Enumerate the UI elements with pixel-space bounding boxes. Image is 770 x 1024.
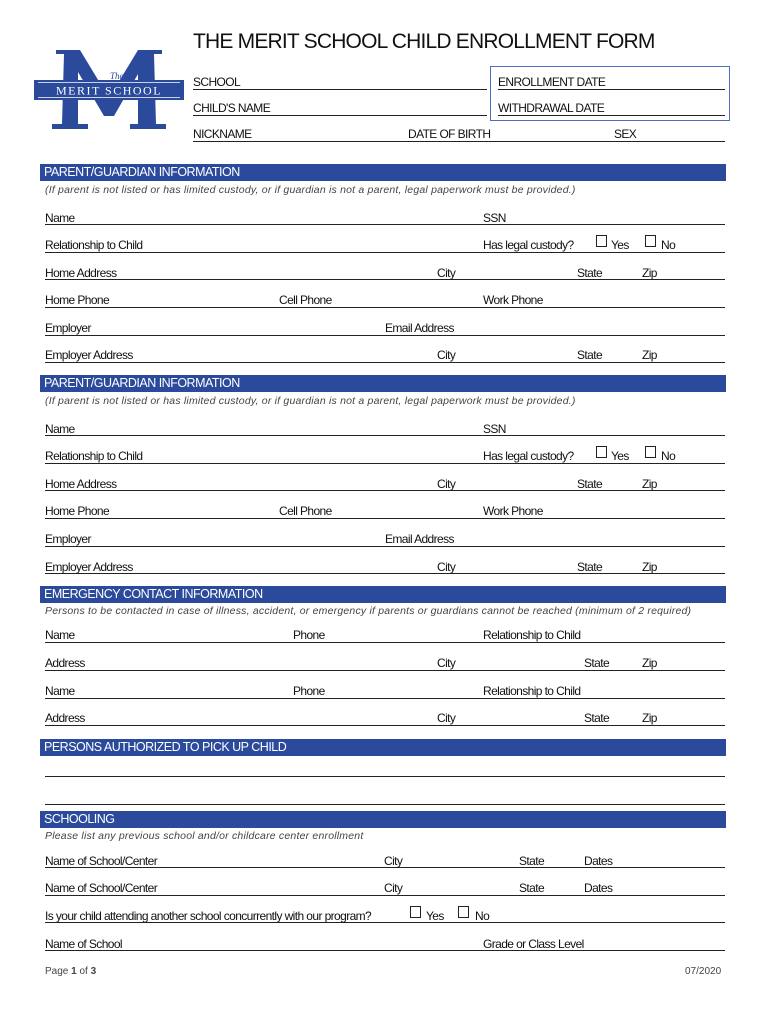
g2-zip-label: Zip (642, 477, 657, 491)
ec2-address-field[interactable] (45, 725, 725, 726)
g1-emp-city-label: City (437, 348, 456, 362)
g2-home-phone-label: Home Phone (45, 504, 110, 518)
ec2-phone-label: Phone (293, 684, 325, 698)
pickup-section-header: PERSONS AUTHORIZED TO PICK UP CHILD (40, 739, 726, 756)
concurrent-no-label: No (475, 909, 490, 923)
page-prefix: Page (45, 966, 69, 977)
g2-name-field[interactable] (45, 435, 725, 436)
g1-relationship-field[interactable] (45, 252, 725, 253)
emergency-note: Persons to be contacted in case of illness, accident, or emergency if parents or guardians cannot be reached (minimum of 2 required) (45, 605, 692, 617)
childs-name-label: CHILD'S NAME (193, 101, 271, 115)
concurrent-yes-checkbox[interactable] (410, 906, 421, 918)
ec2-name-field[interactable] (45, 698, 725, 699)
page-number (45, 966, 96, 977)
school1-name-label: Name of School/Center (45, 854, 158, 868)
g1-employer-field[interactable] (45, 335, 725, 336)
ec2-city-label: City (437, 711, 456, 725)
sex-label: SEX (614, 127, 637, 141)
g1-email-label: Email Address (385, 321, 454, 335)
page-of: of (79, 966, 88, 977)
guardian-1-note: (If parent is not listed or has limited custody, or if guardian is not a parent, legal paperwork must be provided.) (45, 184, 576, 196)
g2-emp-city-label: City (437, 560, 456, 574)
g2-employer-address-field[interactable] (45, 573, 725, 574)
g1-name-label: Name (45, 211, 75, 225)
g2-relationship-label: Relationship to Child (45, 449, 143, 463)
g2-phone-field[interactable] (45, 518, 725, 519)
g1-cell-phone-label: Cell Phone (279, 293, 332, 307)
g2-yes-label: Yes (611, 449, 629, 463)
g2-employer-field[interactable] (45, 546, 725, 547)
nickname-dob-sex-field[interactable] (193, 141, 725, 142)
ec2-zip-label: Zip (642, 711, 657, 725)
concurrent-no-checkbox[interactable] (458, 906, 469, 918)
school1-dates-label: Dates (584, 854, 613, 868)
nickname-label: NICKNAME (193, 127, 252, 141)
ec1-phone-label: Phone (293, 628, 325, 642)
ec1-address-label: Address (45, 656, 85, 670)
g1-phone-field[interactable] (45, 307, 725, 308)
guardian-1-section-header: PARENT/GUARDIAN INFORMATION (40, 164, 726, 181)
guardian-2-note: (If parent is not listed or has limited custody, or if guardian is not a parent, legal paperwork must be provided.) (45, 395, 576, 407)
logo-the-text: The (110, 71, 124, 81)
g1-employer-address-label: Employer Address (45, 348, 133, 362)
g2-home-address-label: Home Address (45, 477, 117, 491)
school1-city-label: City (384, 854, 403, 868)
school1-state-label: State (519, 854, 545, 868)
g2-home-address-field[interactable] (45, 490, 725, 491)
g1-home-address-label: Home Address (45, 266, 117, 280)
school-label: SCHOOL (193, 75, 241, 89)
current-school-label: Name of School (45, 937, 122, 951)
ec1-city-label: City (437, 656, 456, 670)
concurrent-field[interactable] (45, 922, 725, 923)
g2-emp-zip-label: Zip (642, 560, 657, 574)
schooling-note: Please list any previous school and/or childcare center enrollment (45, 830, 364, 842)
g2-employer-label: Employer (45, 532, 91, 546)
g1-legal-custody-label: Has legal custody? (483, 238, 574, 252)
form-date: 07/2020 (685, 966, 722, 977)
g2-legal-custody-label: Has legal custody? (483, 449, 574, 463)
pickup-line-2[interactable] (45, 804, 725, 805)
pickup-line-1[interactable] (45, 776, 725, 777)
g1-city-label: City (437, 266, 456, 280)
g2-email-label: Email Address (385, 532, 454, 546)
ec2-name-label: Name (45, 684, 75, 698)
g1-home-address-field[interactable] (45, 279, 725, 280)
merit-school-logo (34, 46, 184, 132)
ec1-name-field[interactable] (45, 642, 725, 643)
page-title: THE MERIT SCHOOL CHILD ENROLLMENT FORM (193, 30, 655, 53)
ec1-zip-label: Zip (642, 656, 657, 670)
ec2-state-label: State (584, 711, 610, 725)
current-school-field[interactable] (45, 950, 725, 951)
grade-label: Grade or Class Level (483, 937, 584, 951)
enrollment-date-label: ENROLLMENT DATE (498, 75, 606, 89)
g1-work-phone-label: Work Phone (483, 293, 543, 307)
g1-custody-yes-checkbox[interactable] (596, 235, 607, 247)
school2-state-label: State (519, 881, 545, 895)
g1-no-label: No (661, 238, 676, 252)
school2-field[interactable] (45, 895, 725, 896)
g1-ssn-label: SSN (483, 211, 506, 225)
g2-emp-state-label: State (577, 560, 603, 574)
ec1-name-label: Name (45, 628, 75, 642)
concurrent-question-label: Is your child attending another school concurrently with our program? (45, 909, 372, 923)
g2-employer-address-label: Employer Address (45, 560, 133, 574)
page-total: 3 (90, 966, 97, 977)
g2-state-label: State (577, 477, 603, 491)
emergency-section-header: EMERGENCY CONTACT INFORMATION (40, 586, 726, 603)
logo-main-text: MERIT SCHOOL (55, 83, 163, 98)
g2-name-label: Name (45, 422, 75, 436)
ec2-relationship-label: Relationship to Child (483, 684, 581, 698)
g1-employer-label: Employer (45, 321, 91, 335)
g1-zip-label: Zip (642, 266, 657, 280)
g1-relationship-label: Relationship to Child (45, 238, 143, 252)
g2-custody-no-checkbox[interactable] (645, 446, 656, 458)
g2-relationship-field[interactable] (45, 463, 725, 464)
enrollment-date-field[interactable] (498, 89, 725, 90)
g1-custody-no-checkbox[interactable] (645, 235, 656, 247)
withdrawal-date-label: WITHDRAWAL DATE (498, 101, 605, 115)
school1-field[interactable] (45, 867, 725, 868)
concurrent-yes-label: Yes (426, 909, 444, 923)
schooling-section-header: SCHOOLING (40, 811, 726, 828)
g1-emp-zip-label: Zip (642, 348, 657, 362)
g1-employer-address-field[interactable] (45, 362, 725, 363)
school2-city-label: City (384, 881, 403, 895)
g2-custody-yes-checkbox[interactable] (596, 446, 607, 458)
page-num: 1 (71, 966, 77, 977)
g1-yes-label: Yes (611, 238, 629, 252)
g1-state-label: State (577, 266, 603, 280)
g2-no-label: No (661, 449, 676, 463)
g2-cell-phone-label: Cell Phone (279, 504, 332, 518)
ec1-state-label: State (584, 656, 610, 670)
ec2-address-label: Address (45, 711, 85, 725)
withdrawal-date-field[interactable] (498, 115, 725, 116)
school-field[interactable] (193, 89, 487, 90)
guardian-2-section-header: PARENT/GUARDIAN INFORMATION (40, 375, 726, 392)
g1-name-field[interactable] (45, 224, 725, 225)
school2-name-label: Name of School/Center (45, 881, 158, 895)
g1-home-phone-label: Home Phone (45, 293, 110, 307)
ec1-relationship-label: Relationship to Child (483, 628, 581, 642)
childs-name-field[interactable] (193, 115, 487, 116)
g1-emp-state-label: State (577, 348, 603, 362)
g2-ssn-label: SSN (483, 422, 506, 436)
ec1-address-field[interactable] (45, 670, 725, 671)
g2-city-label: City (437, 477, 456, 491)
date-of-birth-label: DATE OF BIRTH (408, 127, 491, 141)
school2-dates-label: Dates (584, 881, 613, 895)
g2-work-phone-label: Work Phone (483, 504, 543, 518)
